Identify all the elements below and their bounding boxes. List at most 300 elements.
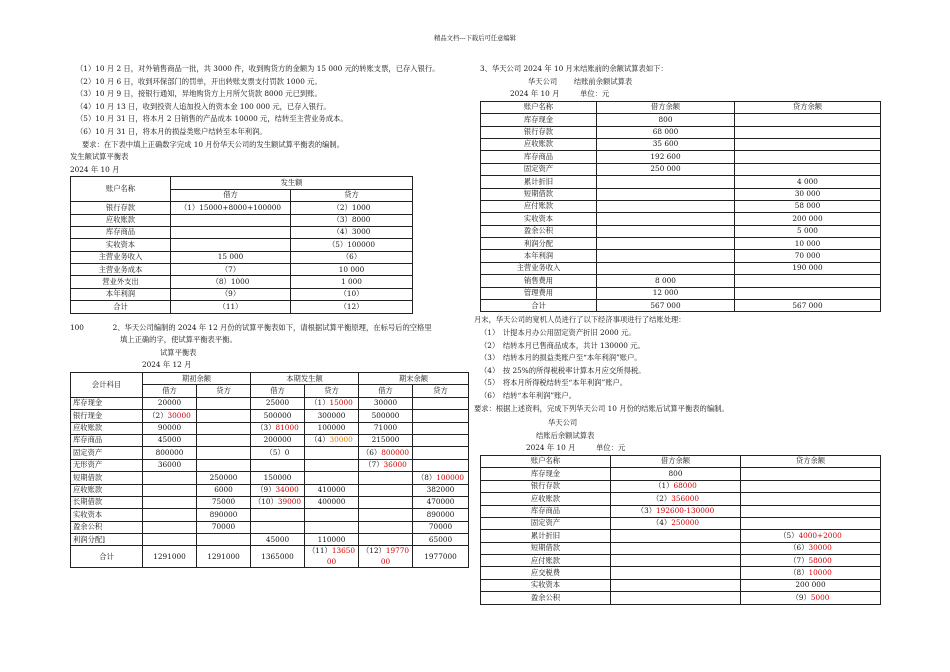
cell-label: 45000 [265,534,290,544]
q2-cell-value [305,434,359,446]
q3-cell-debit: 800 [597,114,735,126]
q2-cell-value [359,484,413,496]
q3-table2-cell-account: 银行存款 [481,480,611,492]
q2-cell-value [305,472,359,484]
table-row [71,264,413,276]
q1-cell-debit [171,239,291,251]
cell-label: 300000 [317,410,346,420]
cell-label: （7） [364,460,384,470]
q3-cell-debit [597,238,735,250]
q2-cell-value [305,484,359,496]
q3-cell-account: 库存现金 [481,114,597,126]
table-row [71,546,469,568]
cell-answer: 81000 [275,423,299,433]
q2-table [70,372,469,568]
cell-answer: 30000 [808,543,832,553]
q2-cell-value [359,472,413,484]
q3-table2-cell-account: 库存商品 [481,505,611,517]
q2-cell-value [143,397,197,409]
q2-table-body [71,397,469,568]
q3-cell-account: 应付账款 [481,200,597,212]
table-row [71,251,413,263]
q3-table2-cell-account: 盈余公积 [481,592,611,604]
q3-col-credit: 贷方余额 [735,101,881,113]
q2-cell-value [413,521,469,533]
q3-table2-cell-debit [611,567,741,579]
table-row [481,188,881,200]
q3-cell-credit: 4 000 [735,176,881,188]
cell-label: 150000 [263,472,292,482]
q2-cell-value [251,546,305,568]
q2-cell-value [413,459,469,471]
q3-table2 [480,455,881,605]
q1-item: （3）10 月 9 日，接银行通知，异地购货方上月所欠货款 8000 元已到账。 [76,89,322,99]
cell-label: 1291000 [207,551,240,561]
q3-item: （1） 计提本月办公用固定资产折旧 2000 元。 [480,328,636,338]
q3-intro: 3、华天公司 2024 年 10 月末结账前的余额试算表如下： [480,64,668,73]
q2-cell-value [413,447,469,459]
q3-cell-credit: 10 000 [735,238,881,250]
q2-cell-value [197,496,251,508]
q2-col-opening: 期初余额 [143,373,251,385]
q3-cell-credit [735,114,881,126]
cell-label: 90000 [157,423,182,433]
q1-col-group: 发生额 [171,177,413,189]
cell-answer: 30000 [167,410,191,420]
table-row [481,151,881,163]
cell-label: （10） [253,497,278,507]
q3-cell-account: 合计 [481,300,597,312]
q2-cell-value [143,509,197,521]
table-row [481,468,881,480]
q3-table2-cell-credit [741,567,881,579]
q2-col-debit: 借方 [143,385,197,397]
q3-table2-cell-debit [611,505,741,517]
q2-col-credit: 贷方 [197,385,251,397]
q3-cell-debit: 12 000 [597,287,735,299]
q2-cell-value [251,521,305,533]
q3-table2-cell-credit [741,542,881,554]
q3-table2-cell-debit [611,592,741,604]
q2-cell-value [305,534,359,546]
q2-cell-value [143,447,197,459]
cell-label: 800000 [155,447,184,457]
q2-cell-account: 无形资产 [71,459,143,471]
q2-col-current: 本期发生额 [251,373,359,385]
cell-label: （5）0 [265,447,290,457]
q2-cell-value [251,459,305,471]
q1-items [70,63,470,151]
q1-cell-account: 合计 [71,301,171,313]
q2-cell-account: 库存商品 [71,434,143,446]
q2-cell-value [197,459,251,471]
q2-cell-value [305,509,359,521]
q2-cell-value [197,472,251,484]
q2-cell-value [251,484,305,496]
q2-cell-value [143,472,197,484]
q2-cell-value [413,472,469,484]
table-row [481,176,881,188]
table-row [71,484,469,496]
q3-cell-account: 利润分配 [481,238,597,250]
cell-answer: 34000 [275,485,299,495]
q1-cell-account: 库存商品 [71,226,171,238]
q1-cell-account: 营业外支出 [71,276,171,288]
q3-table2-cell-credit [741,480,881,492]
q3-table2-cell-debit [611,555,741,567]
cell-answer: 10000 [808,567,832,577]
cell-label: 25000 [265,398,290,408]
q3-date2-line [480,442,880,455]
cell-label: 65000 [428,534,453,544]
cell-answer: 39000 [277,497,302,507]
q2-cell-value [305,521,359,533]
q2-cell-value [413,422,469,434]
cell-answer: 356000 [671,493,700,503]
q1-item: （6）10 月 31 日，将本月的损益类账户结转至本年利润。 [76,126,267,136]
q1-item: （5）10 月 31 日，将本月 2 日销售的产品成本 10000 元，结转至主营业务成本。 [76,114,348,124]
cell-label: 500000 [263,410,292,420]
cell-answer: 36000 [383,460,407,470]
q2-cell-value [413,546,469,568]
q3-item: （6） 结转“本年利润”账户。 [480,390,577,400]
cell-label: 45000 [157,435,182,445]
q2-cell-account: 固定资产 [71,447,143,459]
cell-label: 100000 [317,423,346,433]
q2-col-credit: 贷方 [305,385,359,397]
q2-cell-value [359,546,413,568]
q2-table-title: 试算平衡表 [160,347,197,357]
q2-cell-value [305,422,359,434]
q3-cell-credit [735,275,881,287]
cell-label: （9） [791,592,811,602]
table-row [481,225,881,237]
cell-label: （2） [651,493,672,503]
q2-cell-value [359,459,413,471]
table-row [71,521,469,533]
q3-cell-credit [735,163,881,175]
q3-table2-title: 结账后余额试算表 [536,430,595,440]
q2-cell-value [413,434,469,446]
cell-label: 6000 [214,485,233,495]
q1-cell-debit: （7） [171,264,291,276]
q1-cell-credit: （6） [291,251,413,263]
cell-label: 75000 [211,497,236,507]
q2-cell-value [143,546,197,568]
cell-label: 400000 [317,497,346,507]
q3-cell-account: 盈余公积 [481,225,597,237]
q2-intro [70,322,470,335]
q2-cell-value [359,410,413,422]
table-row [71,288,413,300]
cell-label: 36000 [157,460,182,470]
q2-cell-value [197,422,251,434]
table-row [71,434,469,446]
cell-answer: 58000 [808,555,832,565]
q2-cell-value [197,447,251,459]
q3-table2-cell-credit [741,579,881,591]
q2-cell-account: 库存现金 [71,397,143,409]
cell-label: （3） [636,506,657,515]
q3-cell-debit: 8 000 [597,275,735,287]
q3-cell-credit: 58 000 [735,200,881,212]
cell-label: （9） [256,485,276,495]
table-row [481,138,881,150]
q2-cell-value [197,521,251,533]
q1-cell-debit: （1）15000+8000+100000 [171,202,291,214]
q2-cell-value [305,447,359,459]
q1-cell-credit: 10 000 [291,264,413,276]
q2-cell-value [143,422,197,434]
table-row [71,301,413,313]
q3-table2-cell-account: 应交税费 [481,567,611,579]
q3-cell-debit: 68 000 [597,126,735,138]
table-row [71,214,413,226]
q2-date: 2024 年 12 月 [142,360,192,370]
q2-cell-value [143,521,197,533]
table-row [71,226,413,238]
q3-col-account: 账户名称 [481,101,597,113]
q2-cell-account: 盈余公积 [71,521,143,533]
cell-label: 215000 [371,435,400,445]
q1-cell-account: 实收资本 [71,239,171,251]
cell-answer: 15000 [329,398,353,408]
q3-cell-account: 主营业务收入 [481,262,597,274]
q3-table2-cell-debit [611,542,741,554]
q3-cell-credit: 5 000 [735,225,881,237]
q2-cell-value [359,521,413,533]
table-row [481,287,881,299]
q1-table [70,176,413,313]
q3-company: 华天公司 [528,76,558,86]
q2-cell-value [143,484,197,496]
cell-label: 890000 [209,509,238,519]
cell-label: 470000 [426,497,455,507]
q2-cell-account: 利润分配] [71,534,143,546]
table-row [481,480,881,492]
q3-cell-debit [597,200,735,212]
q3-table2-cell-account: 短期借款 [481,542,611,554]
q2-cell-value [359,534,413,546]
q2-cell-value [197,546,251,568]
q3-table2-cell-debit [611,530,741,542]
q1-cell-account: 应收账款 [71,214,171,226]
table-row [71,422,469,434]
q3-cell-account: 累计折旧 [481,176,597,188]
q3-cell-credit: 567 000 [735,300,881,312]
q2-cell-value [359,422,413,434]
q2-cell-value [251,534,305,546]
table-row [71,509,469,521]
q3-table2-cell-debit [611,468,741,480]
q2-col-account: 会计科目 [71,373,143,398]
q2-cell-value [413,410,469,422]
q3-item: （2） 结转本月已售商品成本，共计 130000 元。 [480,340,645,350]
q3-cell-account: 本年利润 [481,250,597,262]
q2-cell-value [197,509,251,521]
q3-table2-cell-debit [611,579,741,591]
q2-cell-value [251,472,305,484]
cell-label: 71000 [373,423,398,433]
q2-cell-value [197,410,251,422]
cell-label: （4） [651,518,672,528]
cell-label: 410000 [317,485,346,495]
q2-cell-value [197,434,251,446]
q2-cell-value [359,447,413,459]
cell-label: （6） [361,447,382,457]
table-row [481,300,881,312]
q2-cell-value [359,509,413,521]
right-column [474,63,880,605]
q3-date2: 2024 年 10 月 [526,443,576,453]
q3-cell-debit [597,213,735,225]
cell-label: 70000 [428,522,453,532]
q3-item: （4） 按 25%的所得税税率计算本月应交所得税。 [480,365,646,375]
q3-cell-account: 实收资本 [481,213,597,225]
cell-answer: 5000 [810,592,830,602]
q3-table2-cell-account: 实收资本 [481,579,611,591]
table-row [481,505,881,517]
table-row [71,276,413,288]
q2-cell-value [197,534,251,546]
q2-cell-value [251,422,305,434]
q3-table2-col-account: 账户名称 [481,455,611,467]
q1-cell-account: 本年利润 [71,288,171,300]
q1-cell-account: 银行存款 [71,202,171,214]
q3-table [480,101,881,313]
q3-item: （5） 将本月所得税结转至“本年利润”账户。 [480,378,628,388]
q3-cell-debit [597,176,735,188]
q3-cell-account: 销售费用 [481,275,597,287]
cell-label: （1） [654,481,674,491]
cell-label: 1291000 [153,551,186,561]
q1-cell-debit: （9） [171,288,291,300]
q1-cell-credit: （2）1000 [291,202,413,214]
table-row [481,114,881,126]
q2-cell-value [197,397,251,409]
q1-cell-debit: 15 000 [171,251,291,263]
q3-cell-debit [597,188,735,200]
q3-date-line [480,88,880,101]
table-row [71,410,469,422]
cell-label: （2） [148,410,168,420]
q3-item: （3） 结转本月的损益类账户至“本年利润”账户。 [480,353,642,363]
cell-label: 382000 [426,485,455,495]
table-row [481,262,881,274]
table-row [481,200,881,212]
q3-date: 2024 年 10 月 [510,89,560,99]
q1-cell-debit: （11） [171,301,291,313]
q2-intro-line2: 填上正确的字，使试算平衡表平衡。 [120,335,237,345]
q2-cell-account: 长期借款 [71,496,143,508]
q3-cell-account: 库存商品 [481,151,597,163]
cell-label: （6） [789,543,809,553]
cell-label: （12） [361,546,386,556]
q3-table2-cell-account: 应收账款 [481,493,611,505]
q2-cell-value [251,496,305,508]
q2-cell-value [413,509,469,521]
q1-table-title: 发生额试算平衡表 [70,152,129,162]
q2-cell-value [305,410,359,422]
q1-requirement: 要求：在下表中填上正确数字完成 10 月份华天公司的发生额试算平衡表的编制。 [82,139,345,149]
q3-cell-credit: 70 000 [735,250,881,262]
q1-table-body [71,202,413,314]
q3-table2-cell-debit [611,480,741,492]
q2-cell-value [359,434,413,446]
q1-cell-credit: （12） [291,301,413,313]
q2-cell-account: 应收账款 [71,484,143,496]
q2-cell-value [251,447,305,459]
table-row [481,579,881,591]
cell-label: 200000 [263,435,292,445]
q1-item: （1）10 月 2 日，对外销售商品一批，共 3000 件，收到购货方的金额为 15 000 元的转账支票，已存入银行。 [76,64,440,73]
q3-table2-cell-account: 库存现金 [481,468,611,480]
q3-title-line [480,76,880,89]
q3-table2-cell-debit [611,493,741,505]
q3-unit2: 单位：元 [596,443,626,453]
table-row [481,126,881,138]
cell-answer: 1977000 [380,546,410,566]
table-row [71,472,469,484]
cell-label: 800 [668,468,683,478]
q1-col-credit: 贷方 [291,189,413,201]
q2-cell-value [359,397,413,409]
cell-label: （7） [789,555,809,565]
q1-cell-debit [171,214,291,226]
q2-cell-value [143,434,197,446]
q3-cell-account: 固定资产 [481,163,597,175]
q2-cell-value [143,410,197,422]
cell-label: 250000 [209,472,238,482]
q1-cell-credit: （5）100000 [291,239,413,251]
q2-cell-value [413,496,469,508]
q3-table2-cell-account: 固定资产 [481,517,611,529]
q3-cell-credit [735,126,881,138]
q2-cell-value [197,484,251,496]
q3-table2-body [481,468,881,604]
q3-table2-col-credit: 贷方余额 [741,455,881,467]
cell-label: （5） [779,530,799,540]
table-row [481,250,881,262]
q3-col-debit: 借方余额 [597,101,735,113]
q2-col-credit: 贷方 [413,385,469,397]
q3-cell-account: 应收账款 [481,138,597,150]
q1-cell-debit [171,226,291,238]
q1-cell-credit: （10） [291,288,413,300]
cell-label: 500000 [371,410,400,420]
q3-cell-account: 银行存款 [481,126,597,138]
q1-cell-credit: 1 000 [291,276,413,288]
cell-label: （4） [310,435,330,445]
q2-cell-value [143,534,197,546]
cell-answer: 100000 [436,472,465,482]
table-row [71,239,413,251]
q2-cell-value [251,410,305,422]
table-row [481,493,881,505]
cell-answer: 30000 [329,435,353,445]
cell-answer: 1365000 [326,546,356,566]
cell-label: 1365000 [261,551,294,561]
table-row [481,163,881,175]
cell-label: 30000 [373,398,398,408]
q1-cell-account: 主营业务成本 [71,264,171,276]
cell-label: 20000 [157,398,182,408]
q1-cell-debit: （8）1000 [171,276,291,288]
q3-cell-credit [735,138,881,150]
table-row [481,238,881,250]
q2-col-closing: 期末余额 [359,373,469,385]
q3-requirement: 要求：根据上述资料，完成下列华天公司 10 月份的结账后试算平衡表的编制。 [474,403,729,413]
